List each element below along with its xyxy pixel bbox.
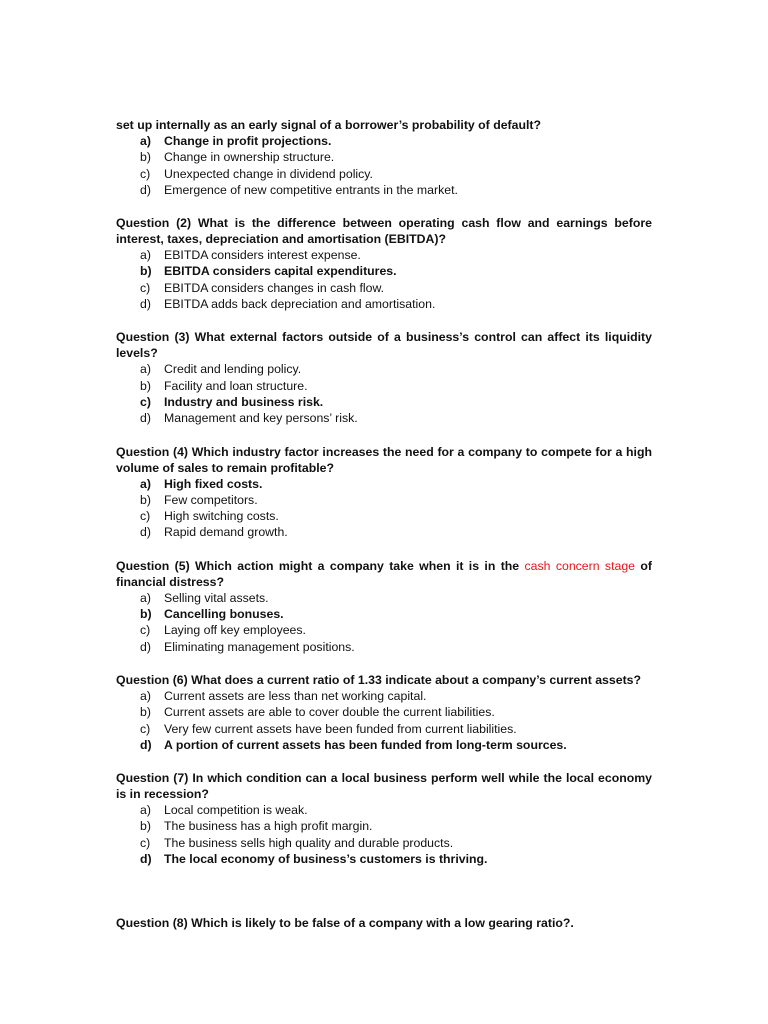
option-letter: c) bbox=[140, 280, 151, 295]
question-8 bbox=[116, 915, 652, 931]
option-letter: b) bbox=[140, 705, 151, 720]
option-letter: b) bbox=[140, 378, 151, 393]
option-2c bbox=[116, 280, 652, 296]
question-4-options bbox=[116, 476, 652, 541]
option-text: Change in profit projections. bbox=[164, 134, 332, 148]
option-text: Credit and lending policy. bbox=[164, 362, 302, 377]
option-letter: a) bbox=[140, 590, 151, 605]
question-4-text: Question (4) Which industry factor increases the need for a company to compete for a high volume of sales to remain profitable? bbox=[116, 444, 652, 475]
option-text: High fixed costs. bbox=[164, 476, 263, 491]
option-letter: a) bbox=[140, 362, 151, 377]
option-text: Facility and loan structure. bbox=[164, 378, 308, 393]
option-text: Change in ownership structure. bbox=[164, 150, 335, 165]
option-6c bbox=[116, 721, 652, 737]
option-5c bbox=[116, 622, 652, 638]
spacer bbox=[116, 867, 652, 915]
option-text: EBITDA adds back depreciation and amortisation. bbox=[164, 297, 436, 312]
option-5a bbox=[116, 590, 652, 606]
option-letter: a) bbox=[140, 248, 151, 263]
option-4b bbox=[116, 492, 652, 508]
option-letter: c) bbox=[140, 721, 151, 736]
option-1c bbox=[116, 166, 652, 182]
question-8-text: Question (8) Which is likely to be false of a company with a low gearing ratio?. bbox=[116, 916, 574, 931]
option-letter: a) bbox=[140, 803, 151, 818]
option-letter: b) bbox=[140, 150, 151, 165]
option-text: Current assets are less than net working capital. bbox=[164, 688, 427, 703]
question-4 bbox=[116, 444, 652, 541]
option-letter: c) bbox=[140, 509, 151, 524]
question-2-text: Question (2) What is the difference between operating cash flow and earnings before interest, taxes, depreciation and amortisation (EBITDA)? bbox=[116, 216, 652, 247]
option-6a bbox=[116, 688, 652, 704]
option-text: The local economy of business’s customers is thriving. bbox=[164, 852, 488, 867]
option-text: Eliminating management positions. bbox=[164, 639, 355, 654]
option-text: High switching costs. bbox=[164, 509, 279, 524]
option-text: Cancelling bonuses. bbox=[164, 607, 284, 622]
option-text: Local competition is weak. bbox=[164, 803, 308, 818]
spacer bbox=[116, 427, 652, 444]
option-1a bbox=[116, 133, 652, 149]
option-7c bbox=[116, 835, 652, 851]
question-7-options bbox=[116, 802, 652, 867]
question-5-text bbox=[116, 558, 652, 590]
option-letter: c) bbox=[140, 623, 151, 638]
option-text: Unexpected change in dividend policy. bbox=[164, 166, 373, 181]
option-letter: a) bbox=[140, 688, 151, 703]
question-3 bbox=[116, 329, 652, 426]
option-3c bbox=[116, 394, 652, 410]
option-letter: d) bbox=[140, 182, 151, 197]
option-text: A portion of current assets has been funded from long-term sources. bbox=[164, 737, 567, 752]
option-letter: b) bbox=[140, 607, 152, 622]
highlighted-term: cash concern stage bbox=[524, 558, 636, 573]
spacer bbox=[116, 655, 652, 672]
question-3-text: Question (3) What external factors outside of a business’s control can affect its liquidity levels? bbox=[116, 330, 652, 361]
option-1b bbox=[116, 149, 652, 165]
spacer bbox=[116, 312, 652, 329]
option-letter: b) bbox=[140, 492, 151, 507]
option-3d bbox=[116, 410, 652, 426]
spacer bbox=[116, 198, 652, 215]
question-6-text: Question (6) What does a current ratio of 1.33 indicate about a company’s current assets? bbox=[116, 672, 642, 687]
question-7 bbox=[116, 770, 652, 867]
option-letter: c) bbox=[140, 835, 151, 850]
option-7a bbox=[116, 802, 652, 818]
option-3a bbox=[116, 361, 652, 377]
question-6 bbox=[116, 672, 652, 753]
option-4a bbox=[116, 476, 652, 492]
spacer bbox=[116, 753, 652, 770]
option-letter: d) bbox=[140, 297, 151, 312]
option-letter: c) bbox=[140, 166, 151, 181]
option-text: Industry and business risk. bbox=[164, 394, 324, 409]
document-page bbox=[116, 117, 652, 931]
option-5d bbox=[116, 639, 652, 655]
question-1 bbox=[116, 117, 652, 198]
option-5b bbox=[116, 606, 652, 622]
option-letter: d) bbox=[140, 639, 151, 654]
option-text: The business has a high profit margin. bbox=[164, 819, 373, 834]
question-2-options bbox=[116, 247, 652, 312]
option-4c bbox=[116, 508, 652, 524]
option-4d bbox=[116, 524, 652, 540]
question-5-text-after: of financial distress? bbox=[116, 558, 652, 589]
option-2a bbox=[116, 247, 652, 263]
option-text: Management and key persons’ risk. bbox=[164, 411, 358, 426]
option-6d bbox=[116, 737, 652, 753]
spacer bbox=[116, 541, 652, 558]
option-text: Very few current assets have been funded from current liabilities. bbox=[164, 721, 517, 736]
option-letter: c) bbox=[140, 394, 151, 409]
option-letter: b) bbox=[140, 819, 151, 834]
option-2b bbox=[116, 263, 652, 279]
option-text: Emergence of new competitive entrants in the market. bbox=[164, 182, 458, 197]
option-text: Rapid demand growth. bbox=[164, 525, 288, 540]
option-letter: d) bbox=[140, 411, 151, 426]
option-text: EBITDA considers capital expenditures. bbox=[164, 264, 397, 279]
question-5-text-before: Question (5) Which action might a company take when it is in the bbox=[116, 558, 525, 573]
question-2 bbox=[116, 215, 652, 312]
option-text: Few competitors. bbox=[164, 492, 258, 507]
question-1-text: set up internally as an early signal of a borrower’s probability of default? bbox=[116, 118, 542, 132]
option-text: The business sells high quality and durable products. bbox=[164, 835, 454, 850]
option-text: Current assets are able to cover double the current liabilities. bbox=[164, 705, 495, 720]
question-7-text: Question (7) In which condition can a local business perform well while the local economy is in recession? bbox=[116, 771, 652, 802]
option-letter: d) bbox=[140, 525, 151, 540]
option-1d bbox=[116, 182, 652, 198]
option-text: Laying off key employees. bbox=[164, 623, 306, 638]
question-3-options bbox=[116, 361, 652, 426]
option-text: Selling vital assets. bbox=[164, 590, 269, 605]
option-3b bbox=[116, 378, 652, 394]
option-text: EBITDA considers changes in cash flow. bbox=[164, 280, 385, 295]
option-7d bbox=[116, 851, 652, 867]
option-letter: a) bbox=[140, 476, 151, 491]
option-letter: b) bbox=[140, 264, 152, 279]
question-5 bbox=[116, 558, 652, 655]
option-text: EBITDA considers interest expense. bbox=[164, 248, 361, 263]
question-1-options bbox=[116, 133, 652, 198]
option-7b bbox=[116, 818, 652, 834]
question-6-options bbox=[116, 688, 652, 753]
option-letter: a) bbox=[140, 134, 151, 148]
option-letter: d) bbox=[140, 737, 152, 752]
question-5-options bbox=[116, 590, 652, 655]
option-letter: d) bbox=[140, 852, 152, 867]
option-2d bbox=[116, 296, 652, 312]
option-6b bbox=[116, 704, 652, 720]
